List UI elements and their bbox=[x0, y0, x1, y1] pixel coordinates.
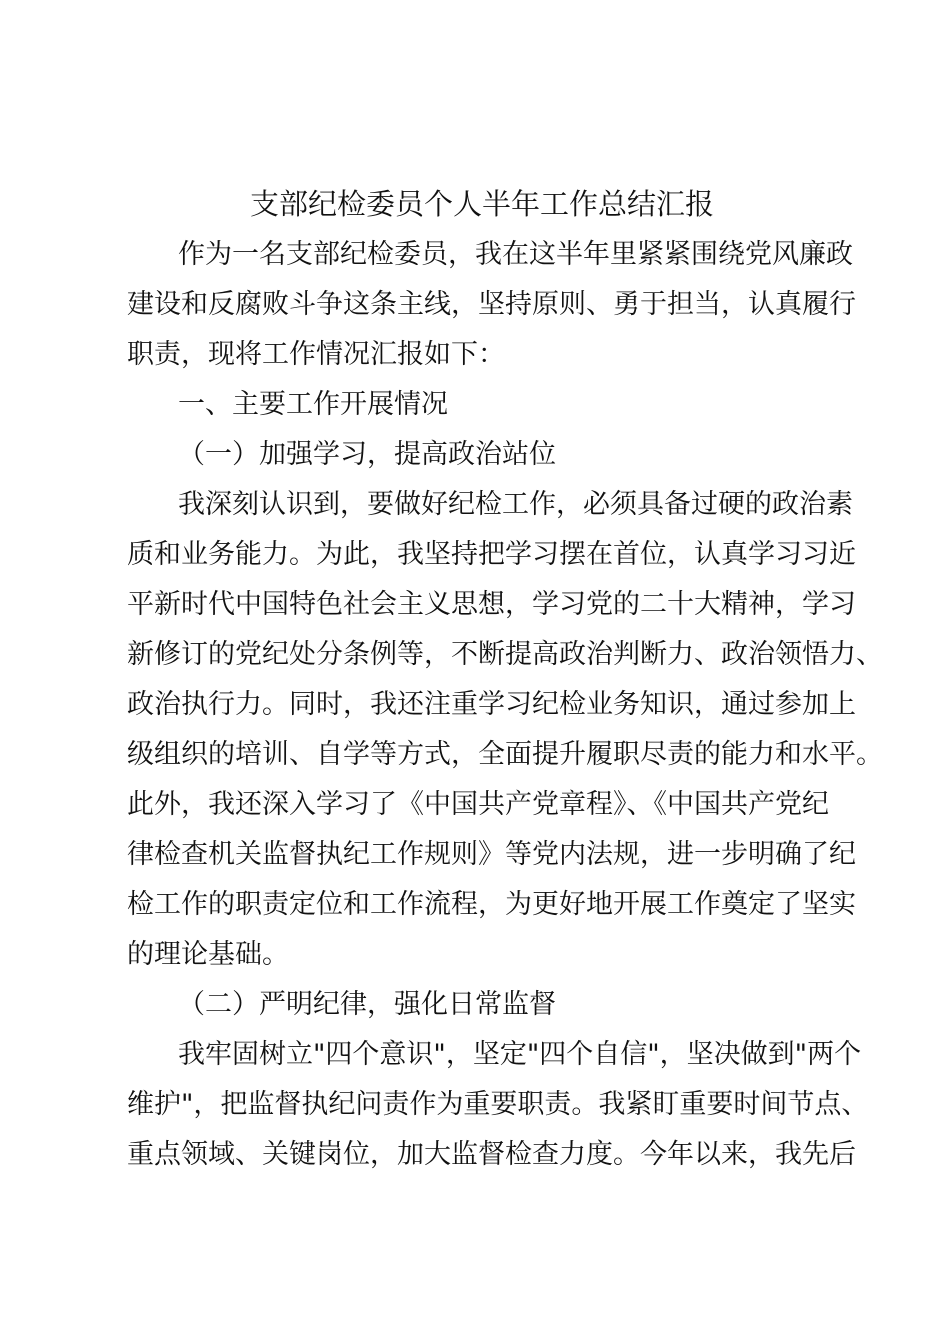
paragraph-line: 作为一名支部纪检委员，我在这半年里紧紧围绕党风廉政 bbox=[178, 239, 853, 270]
paragraph-line: 新修订的党纪处分条例等，不断提高政治判断力、政治领悟力、 bbox=[127, 639, 883, 670]
subsection-heading: （一）加强学习，提高政治站位 bbox=[178, 439, 556, 470]
section-heading: 一、主要工作开展情况 bbox=[178, 389, 448, 420]
paragraph-line: 职责，现将工作情况汇报如下： bbox=[127, 339, 505, 370]
document-title: 支部纪检委员个人半年工作总结汇报 bbox=[250, 187, 715, 221]
paragraph-line: 维护"，把监督执纪问责作为重要职责。我紧盯重要时间节点、 bbox=[127, 1089, 869, 1120]
paragraph-line: 的理论基础。 bbox=[127, 939, 289, 970]
paragraph-line: 建设和反腐败斗争这条主线，坚持原则、勇于担当，认真履行 bbox=[127, 289, 856, 320]
paragraph-line: 检工作的职责定位和工作流程，为更好地开展工作奠定了坚实 bbox=[127, 889, 856, 920]
paragraph-line: 此外，我还深入学习了《中国共产党章程》、《中国共产党纪 bbox=[127, 789, 829, 820]
subsection-heading: （二）严明纪律，强化日常监督 bbox=[178, 989, 556, 1020]
paragraph-line: 质和业务能力。为此，我坚持把学习摆在首位，认真学习习近 bbox=[127, 539, 856, 570]
paragraph-line: 律检查机关监督执纪工作规则》等党内法规，进一步明确了纪 bbox=[127, 839, 856, 870]
paragraph-line: 政治执行力。同时，我还注重学习纪检业务知识，通过参加上 bbox=[127, 689, 856, 720]
paragraph-line: 平新时代中国特色社会主义思想，学习党的二十大精神，学习 bbox=[127, 589, 856, 620]
paragraph-line: 级组织的培训、自学等方式，全面提升履职尽责的能力和水平。 bbox=[127, 739, 883, 770]
paragraph-line: 我牢固树立"四个意识"，坚定"四个自信"，坚决做到"两个 bbox=[178, 1039, 862, 1070]
paragraph-line: 重点领域、关键岗位，加大监督检查力度。今年以来，我先后 bbox=[127, 1139, 856, 1170]
paragraph-line: 我深刻认识到，要做好纪检工作，必须具备过硬的政治素 bbox=[178, 489, 853, 520]
